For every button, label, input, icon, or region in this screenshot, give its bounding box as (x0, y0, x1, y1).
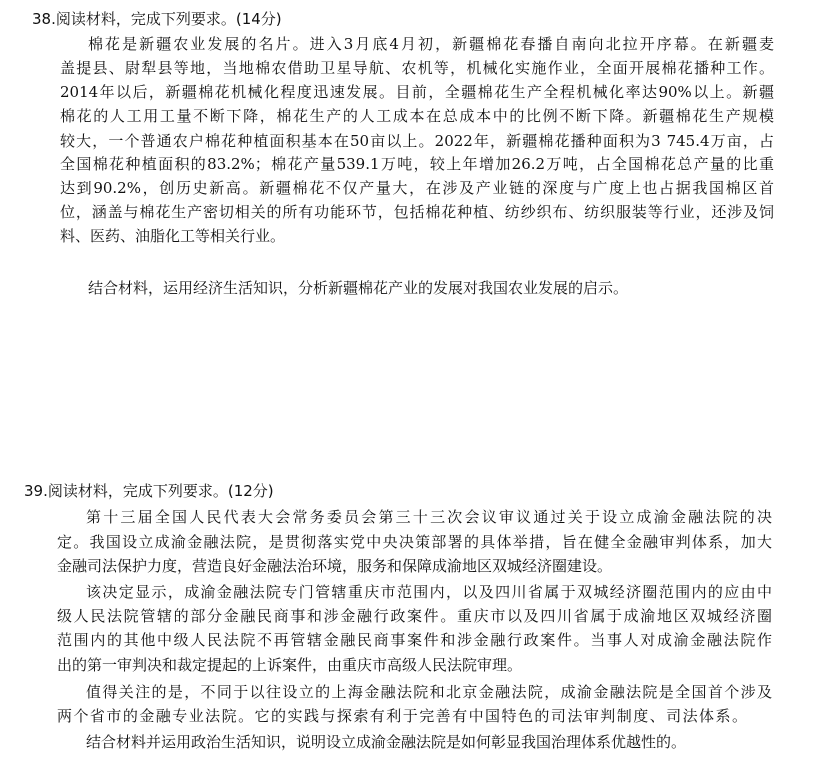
question-39-heading: 39.阅读材料，完成下列要求。(12分) (24, 482, 274, 500)
material-line: 定。我国设立成渝金融法院，是贯彻落实党中央决策部署的具体举措，旨在健全金融审判体系，加大 (57, 533, 772, 551)
material-line: 棉花是新疆农业发展的名片。进入3月底4月初，新疆棉花春播自南向北拉开序幕。在新疆麦 (88, 35, 774, 53)
material-line: 值得关注的是，不同于以往设立的上海金融法院和北京金融法院，成渝金融法院是全国首个涉及 (86, 683, 772, 701)
material-line: 较大，一个普通农户棉花种植面积基本在50亩以上。2022年，新疆棉花播种面积为3 745.4万亩，占 (60, 132, 774, 150)
material-line: 金融司法保护力度，营造良好金融法治环境，服务和保障成渝地区双城经济圈建设。 (57, 557, 613, 575)
material-line: 第十三届全国人民代表大会常务委员会第三十三次会议审议通过关于设立成渝金融法院的决 (86, 508, 772, 526)
material-line: 两个省市的金融专业法院。它的实践与探索有利于完善有中国特色的司法审判制度、司法体系。 (57, 707, 747, 725)
material-line: 位，涵盖与棉花生产密切相关的所有功能环节，包括棉花种植、纺纱织布、纺织服装等行业，还涉及饲 (60, 203, 774, 221)
question-39-prompt: 结合材料并运用政治生活知识，说明设立成渝金融法院是如何彰显我国治理体系优越性的。 (86, 733, 687, 751)
material-line: 达到90.2%，创历史新高。新疆棉花不仅产量大，在涉及产业链的深度与广度上也占据我国棉区首 (60, 179, 774, 197)
material-line: 范围内的其他中级人民法院不再管辖金融民商事案件和涉金融行政案件。当事人对成渝金融法院作 (57, 631, 772, 649)
material-line: 级人民法院管辖的部分金融民商事和涉金融行政案件。重庆市以及四川省属于成渝地区双城经济圈 (57, 607, 772, 625)
material-line: 全国棉花种植面积的83.2%；棉花产量539.1万吨，较上年增加26.2万吨，占全国棉花总产量的比重 (60, 155, 774, 173)
material-line: 该决定显示，成渝金融法院专门管辖重庆市范围内，以及四川省属于双城经济圈范围内的应由中 (86, 583, 772, 601)
question-38-heading: 38.阅读材料，完成下列要求。(14分) (32, 10, 282, 28)
material-line: 2014年以后，新疆棉花机械化程度迅速发展。目前，全疆棉花生产全程机械化率达90%以上。新疆 (60, 83, 774, 101)
material-line: 棉花的人工用工量不断下降，棉花生产的人工成本在总成本中的比例不断下降。新疆棉花生产规模 (60, 107, 774, 125)
material-line: 出的第一审判决和裁定提起的上诉案件，由重庆市高级人民法院审理。 (57, 656, 523, 674)
material-line: 料、医药、油脂化工等相关行业。 (60, 227, 286, 245)
question-38-prompt: 结合材料，运用经济生活知识，分析新疆棉花产业的发展对我国农业发展的启示。 (88, 279, 629, 297)
material-line: 盖提县、尉犁县等地，当地棉农借助卫星导航、农机等，机械化实施作业，全面开展棉花播种工作。 (60, 59, 774, 77)
